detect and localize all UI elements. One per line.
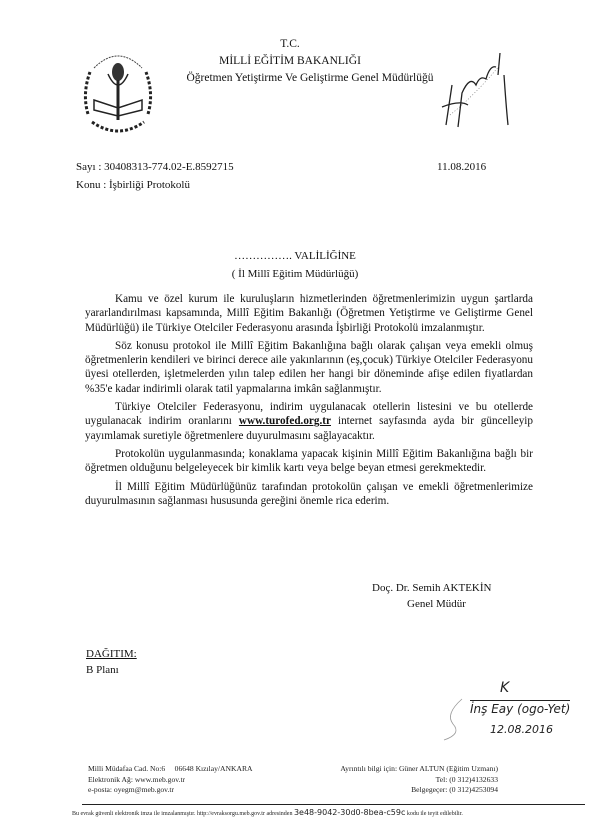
addressee-sub: ( İl Millî Eğitim Müdürlüğü) xyxy=(231,268,359,280)
paragraph-4: Protokolün uygulanmasında; konaklama yapacak kişinin Millî Eğitim Bakanlığına bağlı bir öğretmen olduğunu belgeleyecek bir kimlik kartı veya belge beyan etmesi gerekmektedir. xyxy=(85,447,533,475)
footer-web: Elektronik Ağ: www.meb.gov.tr xyxy=(88,774,186,784)
footer-tel: Tel: (0 312)4132633 xyxy=(435,774,498,784)
paragraph-3-text-end: internet sayfasında ayda bir güncelleyip yayımlamak suretiyle öğretmenlere duyurulmasını sağlayacaktır. xyxy=(85,415,534,442)
reference-number xyxy=(76,161,234,173)
handwritten-line-3: 12.08.2016 xyxy=(490,723,553,736)
footer-fax: Belgegeçer: (0 312)4253094 xyxy=(411,785,498,794)
footer-right xyxy=(340,764,498,796)
paragraph-5: İl Millî Eğitim Müdürlüğünüz tarafından protokolün çalışan ve emekli öğretmenlerimize duyurulmasının sağlanması hususunda gereğini önemle rica ederim. xyxy=(85,480,533,507)
distribution-item: B Planı xyxy=(86,664,119,676)
footer-email: e-posta: oyegm@meb.gov.tr xyxy=(88,785,175,794)
letter-body xyxy=(85,292,533,512)
ministry-name: MİLLİ EĞİTİM BAKANLIĞI xyxy=(219,55,361,67)
handwritten-line-2: İnş Eay (ogo-Yet) xyxy=(470,702,571,716)
handwritten-line-1: K xyxy=(500,680,510,696)
verify-text-end: kodu ile teyit edilebilir. xyxy=(406,811,463,817)
subject xyxy=(76,179,190,191)
konu-label: Konu xyxy=(76,179,101,191)
footer-left xyxy=(88,764,253,796)
sayi-label: Sayı xyxy=(76,161,96,173)
footer-address: Milli Müdafaa Cad. No:6 06648 Kızılay/ANKARA xyxy=(88,764,253,773)
verify-code: 3e48-9042-30d0-8bea-c59c xyxy=(293,808,406,817)
footer-divider xyxy=(82,804,585,805)
paragraph-3 xyxy=(85,400,533,443)
handwritten-mark xyxy=(440,694,466,744)
header-tc: T.C. xyxy=(280,38,300,50)
paragraph-1: Kamu ve özel kurum ile kuruluşların hizmetlerinden öğretmenlerimizin uygun şartlarda yararlandırılması kapsamında, Millî Eğitim Bakanlığı (Öğretmen Yetiştirme ve Geliştirme Genel Müdürlüğü) ile Türkiye Otelciler Federasyonu arasında İşbirliği Protokolü imzalanmıştır. xyxy=(85,293,533,334)
signer-title: Genel Müdür xyxy=(407,598,466,610)
verify-text: Bu evrak güvenli elektronik imza ile imzalanmıştır. http://evraksorgu.meb.gov.tr adresinden xyxy=(72,811,293,817)
turofed-link[interactable]: www.turofed.org.tr xyxy=(238,415,331,428)
directorate-name: Öğretmen Yetiştirme Ve Geliştirme Genel Müdürlüğü xyxy=(186,72,434,84)
addressee: ……………. VALİLİĞİNE xyxy=(234,250,356,262)
konu-value: : İşbirliği Protokolü xyxy=(103,179,190,191)
distribution-label: DAĞITIM: xyxy=(86,648,137,660)
footer-contact: Ayrıntılı bilgi için: Güner ALTUN (Eğitim Uzmanı) xyxy=(340,764,498,773)
paragraph-2: Söz konusu protokol ile Millî Eğitim Bakanlığına bağlı olarak çalışan veya emekli olmuş öğretmenlerin kendileri ve birinci derece aile yakınlarının (eş,çocuk) Türkiye Otelciler Federasyonu üyesi otellerden, işletmelerden yılın talep edilen her hangi bir döneminde afişe edilen fiyatlardan %35'e kadar indirimli olarak tatil yapmalarına imkân sağlanmıştır. xyxy=(85,339,533,395)
paragraph-3-text: Türkiye Otelciler Federasyonu, indirim uygulanacak otellerin listesini ve bu otellerde uygulanacak indirim oranlarını xyxy=(85,401,533,428)
signer-name: Doç. Dr. Semih AKTEKİN xyxy=(372,582,492,594)
verification-line xyxy=(72,808,463,817)
handwritten-note xyxy=(440,680,595,752)
sayi-value: : 30408313-774.02-E.8592715 xyxy=(98,161,234,173)
document-date: 11.08.2016 xyxy=(437,161,487,173)
initial-signature xyxy=(440,45,510,145)
